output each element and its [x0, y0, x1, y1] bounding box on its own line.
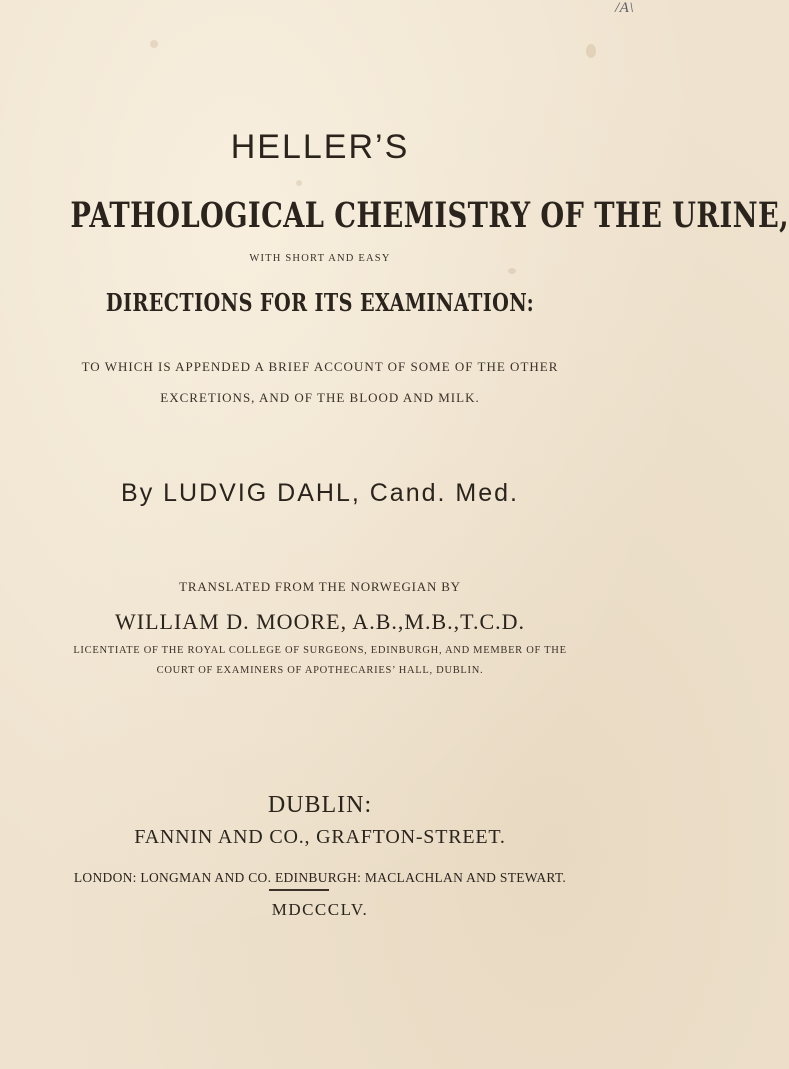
corner-annotation: /A\ — [615, 0, 634, 16]
paper-stain — [508, 268, 516, 274]
credentials-line-1: LICENTIATE OF THE ROYAL COLLEGE OF SURGEONS, EDINBURGH, AND MEMBER OF THE — [73, 645, 567, 656]
paper-stain — [296, 180, 302, 186]
translated-intro: TRANSLATED FROM THE NORWEGIAN BY — [179, 579, 461, 594]
imprint-year: MDCCCLV. — [271, 900, 369, 919]
appended-line-2: EXCRETIONS, AND OF THE BLOOD AND MILK. — [160, 390, 480, 405]
credentials-line-2: COURT OF EXAMINERS OF APOTHECARIES’ HALL, DUBLIN. — [156, 665, 484, 676]
author-line: By LUDVIG DAHL, Cand. Med. — [121, 479, 519, 507]
translator-name: WILLIAM D. MOORE, A.B.,M.B.,T.C.D. — [114, 609, 526, 634]
imprint-publisher: FANNIN AND CO., GRAFTON-STREET. — [134, 826, 506, 848]
paper-stain — [586, 44, 596, 58]
appended-line-1: TO WHICH IS APPENDED A BRIEF ACCOUNT OF SOME OF THE OTHER — [81, 359, 559, 374]
directions-line: DIRECTIONS FOR ITS EXAMINATION: — [105, 288, 535, 317]
imprint-city: DUBLIN: — [267, 792, 373, 818]
book-subject: PATHOLOGICAL CHEMISTRY OF THE URINE, — [70, 195, 789, 236]
paper-stain — [150, 40, 158, 48]
with-line: WITH SHORT AND EASY — [249, 253, 391, 264]
book-title: HELLER’S — [230, 128, 410, 166]
divider-rule — [269, 889, 329, 891]
imprint-other-cities: LONDON: LONGMAN AND CO. EDINBURGH: MACLACHLAN AND STEWART. — [73, 870, 567, 885]
